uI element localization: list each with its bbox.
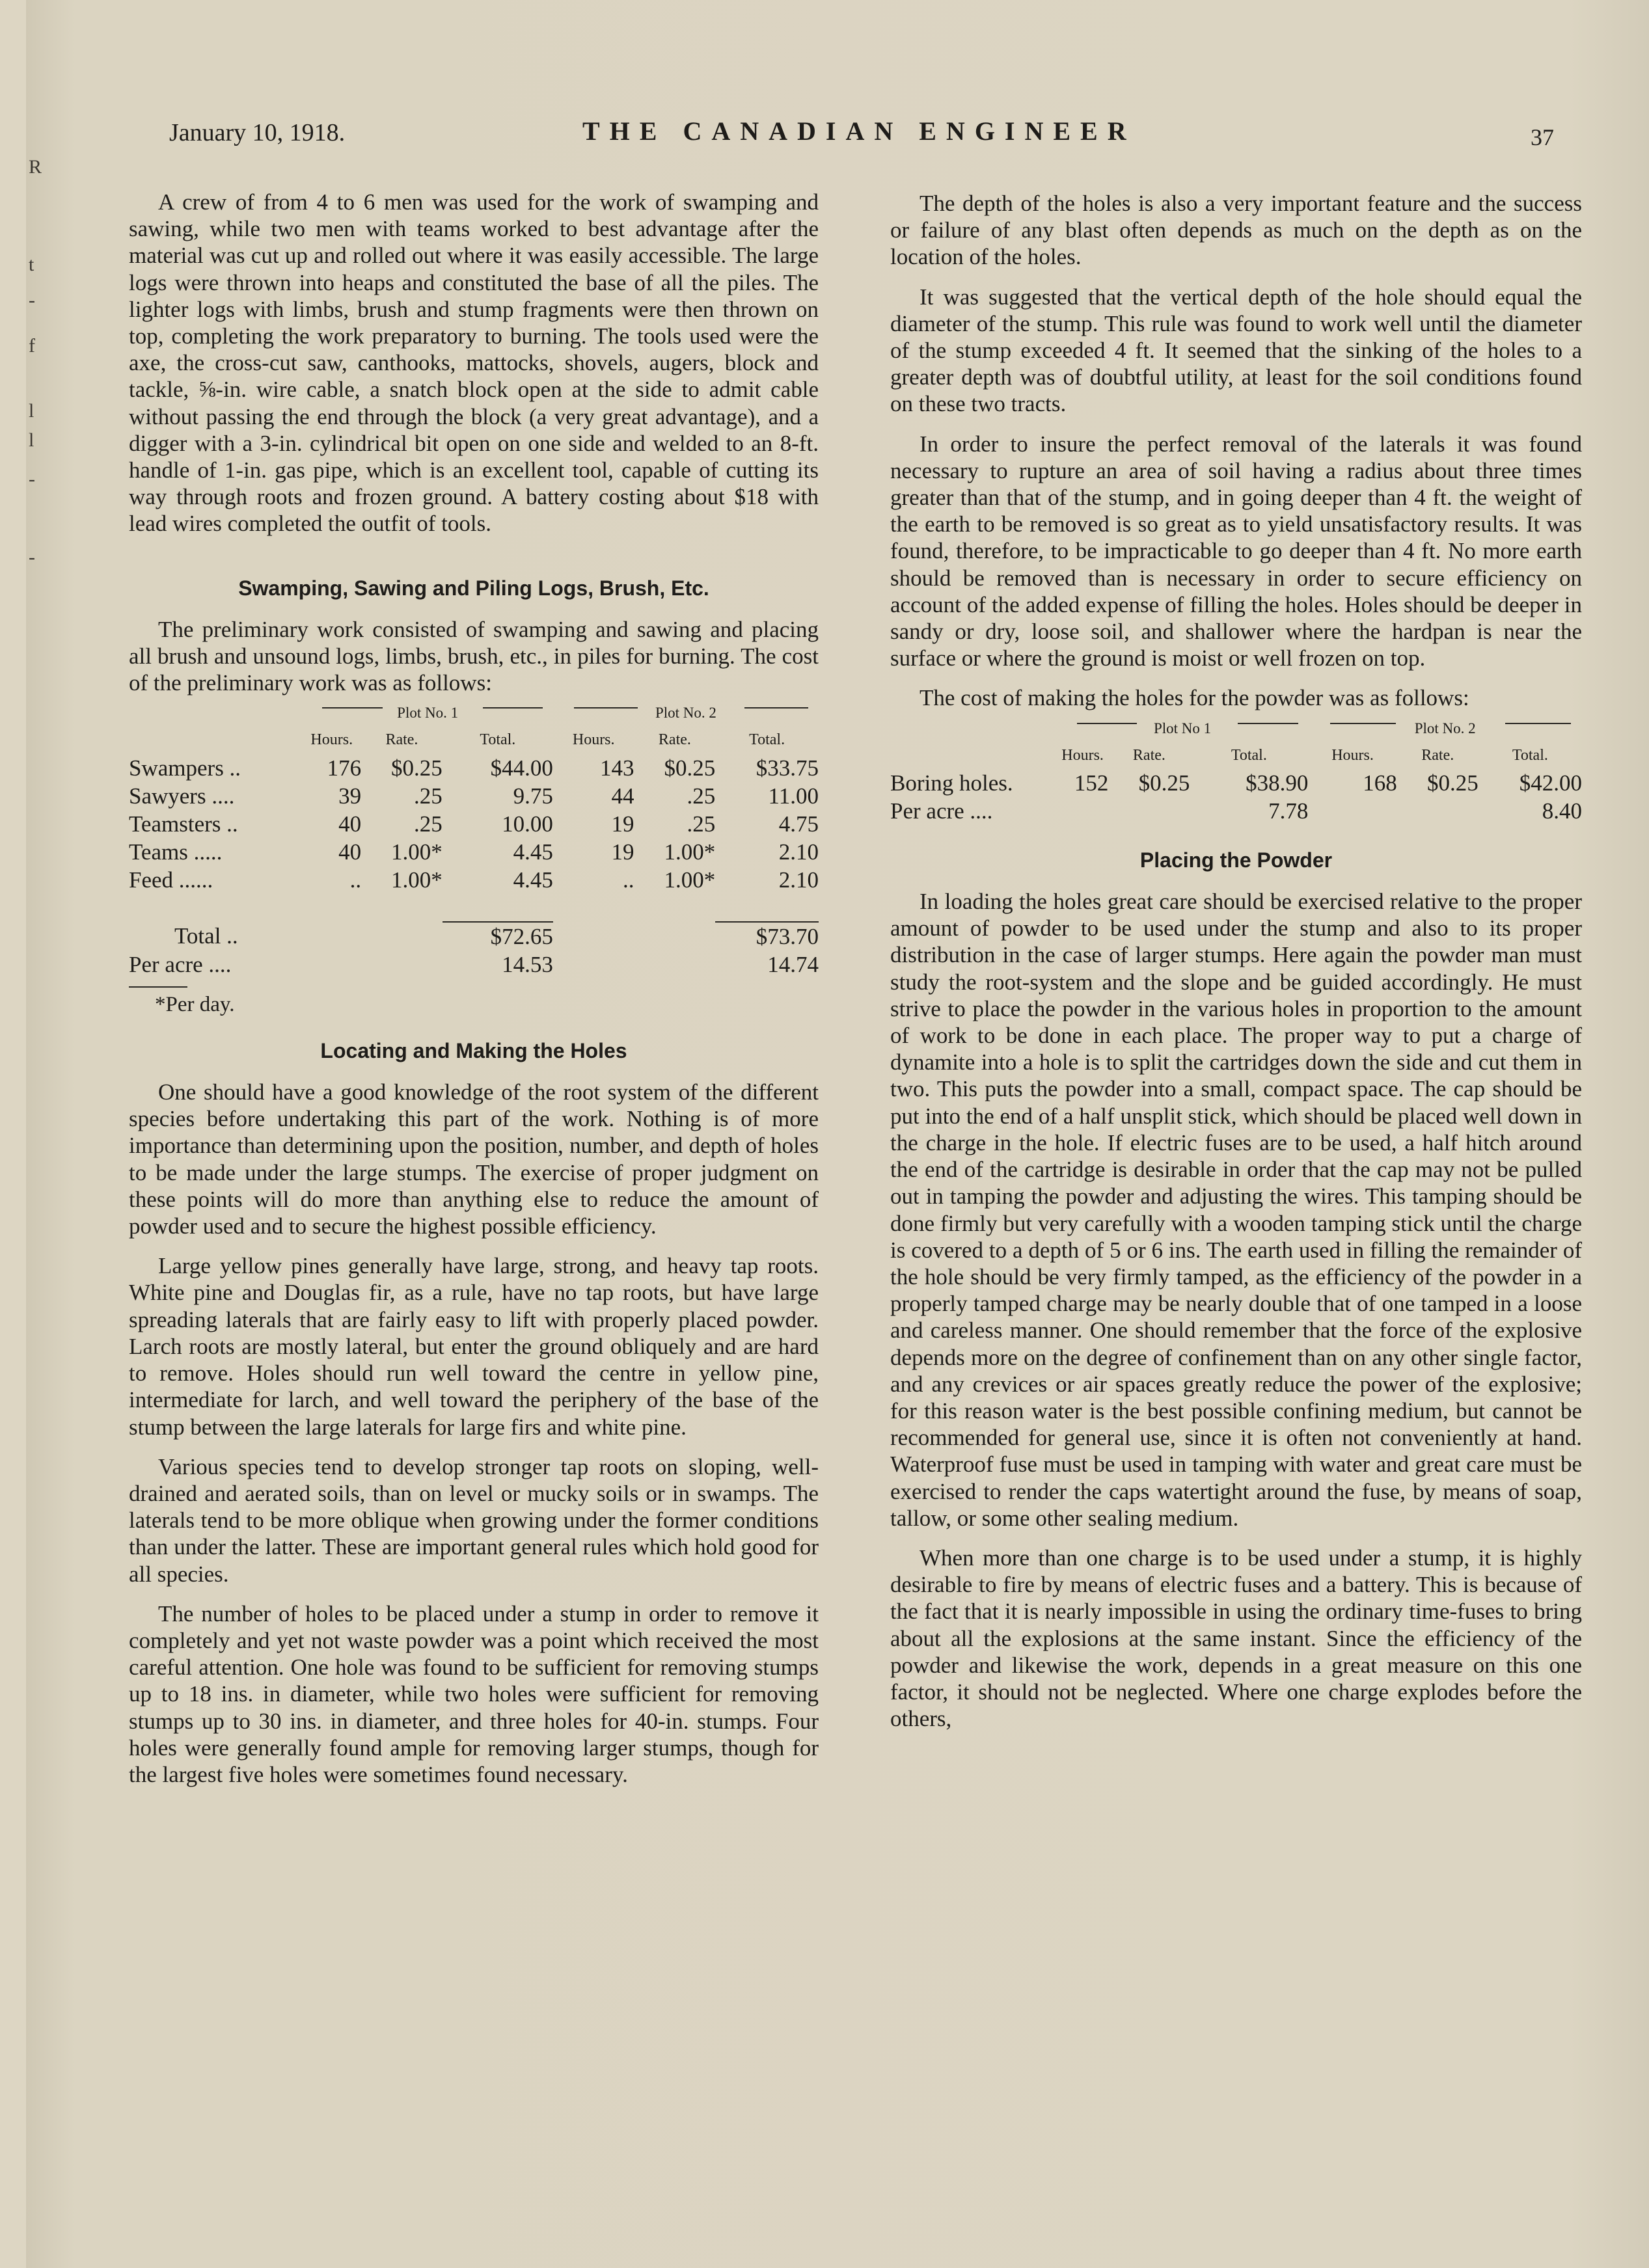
table-cell: 4.45 [513,839,553,865]
table-cell: 143 [600,755,634,781]
bracket-line [744,707,808,709]
row-label: Sawyers .... [129,783,235,809]
swamping-cost-table [129,699,819,978]
body-paragraph: When more than one charge is to be used under a stump, it is highly desirable to fire by means of electric fuses and a battery. This is because of the fact that it is nearly impossible in using the ordinary time-fuses to bring about all the explosions at the same instant. Since the efficiency of the powder and likewise the work, depends in a great measure on this one factor, it should not be neglected. Where one charge explodes before the others, [890,1545,1582,1732]
table-cell: 4.75 [778,811,819,837]
table-total-row [129,922,819,951]
column-header: Hours. [572,731,615,749]
column-header: Hours. [310,731,353,749]
table-rule-row [129,894,819,922]
table-cell: $72.65 [490,923,553,949]
footnote-rule [129,986,187,988]
column-header: Total. [749,731,785,749]
edge-mark: - [29,290,35,311]
edge-mark: l [29,429,34,451]
bracket-line [322,707,383,709]
table-row [890,797,1582,825]
body-paragraph: The number of holes to be placed under a stump in order to remove it completely and yet not waste powder was a point which received the most careful attention. One hole was found to be sufficient for removing stumps up to 18 ins. in diameter, while two holes were sufficient for removing stumps up to 30 ins. in diameter, and three holes for 40-in. stumps. Four holes were generally found ample for removing larger stumps, though for the largest five holes were sometimes found necessary. [129,1600,819,1787]
table-cell: $33.75 [756,755,819,781]
boring-cost-table [890,714,1582,825]
body-paragraph: In order to insure the perfect removal of the laterals it was found necessary to rupture an area of soil having a radius about three times greater than that of the stump, and in going deeper than 4 ft. the weight of the earth to be removed is so great as to yield unsatisfactory results. It was found, therefore, to be impracticable to go deeper than 4 ft. No more earth should be removed than is necessary in order to secure efficiency on account of the added expense of filling the holes. Holes should be deeper in sandy or dry, loose soil, and shallower where the hardpan is near the surface or where the ground is moist or well frozen on top. [890,431,1582,671]
table-row [890,769,1582,797]
table-cell: 8.40 [1542,798,1582,824]
row-label: Per acre .... [129,951,232,977]
body-paragraph: Large yellow pines generally have large, strong, and heavy tap roots. White pine and Douglas fir, as a rule, have no tap roots, but have large spreading laterals that are fairly easy to lift with properly placed powder. Larch roots are mostly lateral, but enter the ground obliquely and are hard to remove. Holes should run well toward the centre in yellow pine, intermediate for larch, and well toward the periphery of the base of the stump between the large laterals for large firs and white pine. [129,1253,819,1440]
plot-2-label: Plot No. 2 [1414,720,1476,736]
table-cell: 2.10 [778,839,819,865]
column-header: Rate. [1132,746,1165,764]
body-paragraph: It was suggested that the vertical depth of the hole should equal the diameter of the stump. This rule was found to work well until the diameter of the stump exceeded 4 ft. It seemed that the sinking of the holes to a greater depth was of doubtful utility, at least for the soil conditions found on these two tracts. [890,284,1582,417]
column-header: Total. [1512,746,1548,764]
plot-1-label: Plot No. 1 [397,705,459,722]
table-cell: $44.00 [490,755,553,781]
table-cell [1057,797,1109,825]
table-cell: 19 [611,839,634,865]
table-cell: .25 [687,811,716,837]
table-cell: .. [349,867,362,893]
table-cell [1397,797,1479,825]
column-header: Total. [1231,746,1267,764]
page-number: 37 [1531,124,1554,150]
bracket-line [1238,723,1298,724]
table-cell: $38.90 [1246,770,1309,796]
table-column-headers [129,727,819,753]
table-cell: 9.75 [513,783,553,809]
bracket-line [483,707,543,709]
table-cell [1108,797,1190,825]
table-cell: $0.25 [1138,770,1190,796]
table-cell: 14.53 [502,951,553,977]
row-label: Swampers .. [129,755,241,781]
table-cell: .. [623,867,634,893]
swamping-paragraph: The preliminary work consisted of swamping and sawing and placing all brush and unsound logs, limbs, brush, etc., in piles for burning. The cost of the preliminary work was as follows: [129,616,819,696]
row-label: Total .. [174,923,238,949]
row-label: Teams ..... [129,839,223,865]
row-label: Per acre .... [890,798,993,824]
edge-mark: t [29,254,34,275]
table-cell: 39 [338,783,362,809]
edge-mark: - [29,468,35,490]
body-paragraph: In loading the holes great care should be exercised relative to the proper amount of powder to be used under the stump and also to its proper distribution in the case of larger stumps. Here again the powder man must study the root-system and the slope and be guided accordingly. He must strive to place the powder in the various holes in proportion to the amount of work to be done in each place. The proper way to put a charge of dynamite into a hole is to split the cartridges down the side and cut them in two. This puts the powder into a small, compact space. The cap should be put into the end of a half unsplit stick, which should be placed well down in the charge in the hole. If electric fuses are to be used, a half hitch around the end of the cartridge is desirable in order that the cap may not be pulled out in tamping the powder and adjusting the wires. This tamping should be done firmly but very carefully with a wooden tamping stick until the charge is covered to a depth of 5 or 6 ins. The earth used in filling the remainder of the hole should be very firmly tamped, as the efficiency of the powder in a properly tamped charge may be nearly double that of one tamped in a loose and careless manner. One should remember that the force of the explosive depends more on the degree of confinement than on any other single factor, and any crevices or air spaces greatly reduce the power of the explosive; for this reason water is the best possible confining medium, but cannot be recommended for general use, since it is often not conveniently at hand. Waterproof fuse must be used in tamping with water and great care must be exercised to render the caps watertight around the fuse, by means of soap, tallow, or some other sealing medium. [890,889,1582,1531]
previous-page-edge-marks [26,156,46,612]
table-cell: 2.10 [778,867,819,893]
left-column [129,189,819,1801]
table-cell: $42.00 [1519,770,1582,796]
running-header [169,116,1554,157]
table-cell: 14.74 [767,951,819,977]
table-cell: 40 [338,811,362,837]
table-column-headers [890,742,1582,769]
bracket-line [1077,723,1138,724]
bracket-line [574,707,638,709]
table-cell: $0.25 [664,755,716,781]
body-paragraph: The depth of the holes is also a very important feature and the success or failure of any blast often depends as much on the depth as on the location of the holes. [890,191,1582,270]
table-cell: 1.00* [391,867,443,893]
table-cell: 4.45 [513,867,553,893]
plot-2-group-header [1308,714,1582,742]
column-header: Rate. [658,731,691,749]
table-cell: $0.25 [1427,770,1479,796]
section-heading-locating: Locating and Making the Holes [320,1038,627,1062]
issue-date: January 10, 1918. [169,119,346,146]
plot-2-group-header [553,699,819,727]
journal-title: THE CANADIAN ENGINEER [582,116,1136,146]
column-header: Rate. [1421,746,1454,764]
plot-1-group-header [302,699,552,727]
section-heading-placing: Placing the Powder [1139,848,1333,872]
table-cell [1308,797,1397,825]
edge-mark: R [29,156,42,178]
edge-mark: f [29,335,35,357]
table-cell: 7.78 [1268,798,1309,824]
footnote: *Per day. [155,992,235,1016]
right-column [890,190,1582,1745]
body-paragraph: The cost of making the holes for the powder was as follows: [920,685,1469,711]
table-cell: 1.00* [391,839,443,865]
table-cell: .25 [687,783,716,809]
row-label: Boring holes. [890,770,1013,796]
journal-page [26,0,1649,2268]
table-per-acre-row [129,951,819,979]
table-cell: 44 [611,783,634,809]
table-cell: .25 [414,783,443,809]
bracket-line [1330,723,1396,724]
plot-1-group-header [1057,714,1309,742]
table-row [129,754,819,782]
edge-mark: l [29,400,34,422]
table-row [129,810,819,838]
table-cell: 11.00 [768,783,819,809]
body-paragraph: One should have a good knowledge of the root system of the different species before undertaking this part of the work. Nothing is of more importance than determining upon the position, number, and depth of holes to be made under the large stumps. The exercise of proper judgment on these points will do more than anything else to reduce the amount of powder used and to secure the highest possible efficiency. [129,1079,819,1239]
edge-mark: - [29,547,35,568]
table-cell: $0.25 [391,755,443,781]
table-row [129,866,819,894]
intro-paragraph: A crew of from 4 to 6 men was used for the work of swamping and sawing, while two men with teams worked to best advantage after the material was cut up and rolled out where it was easily accessible. The large logs were thrown into heaps and constituted the base of all the piles. The lighter logs with limbs, brush and stump fragments were then thrown on top, completing the work preparatory to burning. The tools used were the axe, the cross-cut saw, canthooks, mattocks, shovels, augers, block and tackle, ⅝-in. wire cable, a snatch block open at the side to admit cable without passing the end through the block (a very great advantage), and a digger with a 3-in. cylindrical bit open on one side and welded to an 8-ft. handle of 1-in. gas pipe, which is an excellent tool, capable of cutting its way through roots and frozen ground. A battery costing about $18 with lead wires completed the outfit of tools. [129,189,819,537]
table-cell: 1.00* [664,839,716,865]
table-cell: .25 [414,811,443,837]
row-label: Teamsters .. [129,811,238,837]
column-header: Hours. [1061,746,1104,764]
table-cell: 168 [1363,770,1397,796]
table-cell: 176 [327,755,362,781]
row-label: Feed ...... [129,867,213,893]
table-cell: 152 [1074,770,1109,796]
table-row [129,782,819,810]
table-cell: 19 [611,811,634,837]
bracket-line [1505,723,1571,724]
column-header: Hours. [1331,746,1374,764]
column-header: Rate. [385,731,418,749]
table-cell: 1.00* [664,867,716,893]
table-cell: 10.00 [502,811,553,837]
section-heading-swamping: Swamping, Sawing and Piling Logs, Brush, Etc. [238,576,709,600]
body-paragraph: Various species tend to develop stronger tap roots on sloping, well-drained and aerated soils, than on level or mucky soils or in swamps. The laterals tend to be more oblique when growing under the former conditions than under the latter. These are important general rules which hold good for all species. [129,1453,819,1587]
plot-2-label: Plot No. 2 [655,705,716,722]
table-row [129,838,819,866]
total-rule [715,894,819,922]
plot-1-label: Plot No 1 [1153,720,1212,736]
table-cell: $73.70 [756,923,819,949]
table-cell: 40 [338,839,362,865]
total-rule [443,894,553,922]
column-header: Total. [480,731,516,749]
